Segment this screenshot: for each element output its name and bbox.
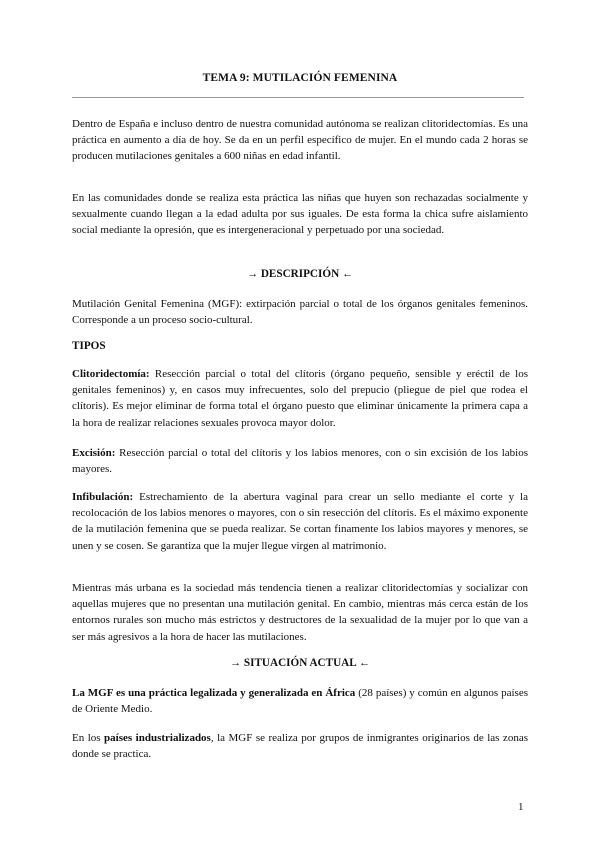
tipo-definition: Resección parcial o total del clítoris (órgano pequeño, sensible y eréctil de los genitales femeninos) y, en casos muy infrecuentes, solo del prepucio (pliegue de piel que rodea el clítoris). Es mejor eliminar de forma total el órgano puesto que eliminar únicamente la primera capa a la hora de realizar relaciones sexuales provoca mayor dolor. — [72, 368, 528, 429]
situacion-2-emphasis: países industrializados — [104, 732, 211, 744]
tipo-term: Excisión: — [72, 447, 116, 459]
tipo-excision — [72, 445, 528, 477]
intro-paragraph-1: Dentro de España e incluso dentro de nuestra comunidad autónoma se realizan clitoridectomías. Es una práctica en aumento a día de hoy. Se da en un perfil específico de mujer. En el mundo cada 2 horas se producen mutilaciones genitales a 600 niñas en edad infantil. — [72, 118, 528, 163]
tipo-definition: Estrechamiento de la abertura vaginal para crear un sello mediante el corte y la recolocación de los labios menores o mayores, con o sin resección del clítoris. Es el máximo exponente de la mutilación femenina que se pueda realizar. Se cortan finamente los labios mayores y menores, se unen y se cosen. Se garantiza que la mujer llegue virgen al matrimonio. — [72, 491, 528, 552]
situacion-1-text: (28 países) y común en algunos países de Oriente Medio. — [72, 687, 528, 716]
situacion-1-emphasis: La MGF es una práctica legalizada y generalizada en África — [72, 687, 356, 699]
tipo-term: Infibulación: — [72, 491, 134, 503]
section-heading-descripcion: → DESCRIPCIÓN ← — [246, 268, 354, 280]
tipo-clitoridectomia — [72, 366, 528, 431]
tipo-definition: Resección parcial o total del clítoris y los labios menores, con o sin excisión de los labios mayores. — [72, 447, 528, 476]
intro-paragraph-2: En las comunidades donde se realiza esta práctica las niñas que huyen son rechazadas socialmente y sexualmente cuando llegan a la edad adulta por sus iguales. De esta forma la chica sufre aislamiento social mediante la opresión, que es intergeneracional y perpetuado por una sociedad. — [72, 192, 528, 237]
descripcion-paragraph: Mutilación Genital Femenina (MGF): extirpación parcial o total de los órganos genitales femeninos. Corresponde a un proceso socio-cultural. — [72, 298, 528, 327]
situacion-2-text: , la MGF se realiza por grupos de inmigrantes originarios de las zonas donde se practica. — [72, 732, 528, 761]
section-heading-situacion: → SITUACIÓN ACTUAL ← — [229, 657, 371, 669]
situacion-paragraph-2 — [72, 730, 528, 762]
situacion-paragraph-1 — [72, 685, 528, 717]
section-heading-tipos: TIPOS — [72, 340, 106, 352]
page-number: 1 — [518, 801, 524, 813]
document-title: TEMA 9: MUTILACIÓN FEMENINA — [202, 72, 398, 84]
tipo-infibulacion — [72, 489, 528, 554]
situacion-2-prefix: En los — [72, 732, 105, 744]
title-divider — [72, 97, 524, 98]
tipo-term: Clitoridectomía: — [72, 368, 150, 380]
tipos-closing-paragraph: Mientras más urbana es la sociedad más tendencia tienen a realizar clitoridectomías y socializar con aquellas mujeres que no presentan una mutilación genital. En cambio, mientras más cerca están de los entornos rurales son mucho más estrictos y destructores de la sexualidad de la mujer por lo que van a ser más agresivos a la hora de hacer las mutilaciones. — [72, 582, 528, 643]
